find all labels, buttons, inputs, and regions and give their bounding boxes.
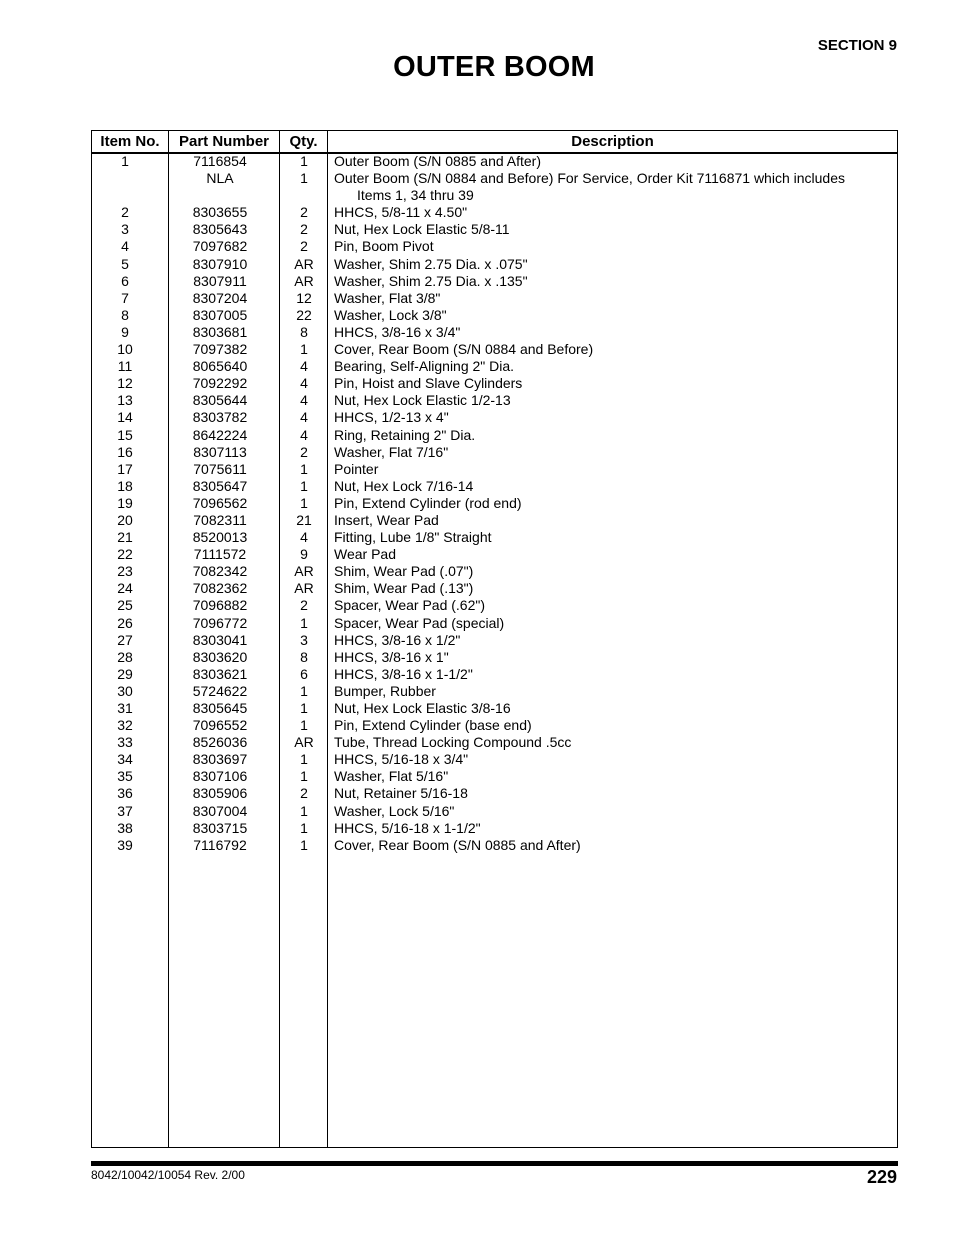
description-text: Nut, Hex Lock Elastic 3/8-16: [334, 700, 511, 716]
description: [327, 341, 894, 358]
part-number: 8303655: [192, 204, 248, 221]
table-row: [92, 734, 897, 751]
description: [327, 837, 894, 854]
description-text: Tube, Thread Locking Compound .5cc: [334, 734, 572, 751]
description-text: HHCS, 3/8-16 x 1-1/2": [334, 665, 473, 682]
item-number: 17: [117, 460, 133, 477]
page-title: OUTER BOOM: [393, 51, 595, 83]
item-number: 3: [121, 221, 129, 238]
item-number: 6: [121, 272, 129, 289]
part-number: 7116792: [193, 836, 247, 853]
table-row: [92, 649, 897, 666]
description-text: Washer, Lock 5/16": [334, 802, 455, 819]
table-row: [92, 461, 897, 478]
item-number: 22: [117, 546, 133, 563]
table-row: [92, 529, 897, 546]
part-number: 8303620: [192, 648, 248, 665]
quantity: 1: [300, 460, 308, 477]
item-number: [92, 170, 158, 204]
item-number: 9: [121, 323, 129, 340]
table-row: [92, 768, 897, 785]
part-number: 8307910: [192, 255, 248, 272]
table-row: [92, 307, 897, 324]
item-number: 26: [117, 614, 133, 631]
item-number: 18: [117, 477, 133, 494]
table-row: [92, 392, 897, 409]
item-number: 5: [121, 255, 129, 272]
table-row: [92, 820, 897, 837]
description: [327, 495, 894, 512]
quantity: AR: [294, 734, 314, 751]
quantity: 2: [300, 204, 308, 221]
part-number: 7082311: [193, 511, 247, 528]
description: [327, 290, 894, 307]
description: [327, 803, 894, 820]
item-number: 21: [117, 529, 133, 546]
quantity: AR: [294, 563, 314, 580]
description-text: Washer, Lock 3/8": [334, 306, 447, 323]
description-text: Washer, Shim 2.75 Dia. x .135": [334, 272, 528, 289]
description: [327, 375, 894, 392]
description: [327, 427, 894, 444]
item-number: 14: [117, 409, 133, 426]
description-text: Shim, Wear Pad (.07"): [334, 563, 474, 580]
item-number: 19: [117, 494, 133, 511]
quantity: 12: [296, 289, 312, 306]
item-number: 11: [117, 358, 133, 375]
description-text: Nut, Hex Lock Elastic 5/8-11: [334, 221, 510, 238]
quantity: 1: [300, 802, 308, 819]
description: [327, 324, 894, 341]
column-header-qty: Qty.: [289, 133, 318, 150]
description-text: HHCS, 3/8-16 x 1": [334, 648, 449, 665]
quantity: 2: [300, 597, 308, 614]
part-number: 7097382: [192, 341, 248, 358]
description: [327, 461, 894, 478]
description: [327, 734, 894, 751]
item-number: 20: [117, 511, 133, 528]
description: [327, 478, 894, 495]
table-row: [92, 785, 897, 802]
quantity: 2: [300, 443, 308, 460]
part-number: 8303697: [192, 751, 248, 768]
description-text: Insert, Wear Pad: [334, 511, 439, 528]
part-number: 8305906: [192, 785, 248, 802]
part-number: 8642224: [192, 426, 248, 443]
quantity: 4: [300, 375, 308, 392]
part-number: 8307204: [192, 289, 248, 306]
table-row: [92, 170, 897, 204]
quantity: 8: [300, 323, 308, 340]
quantity: 9: [300, 546, 308, 563]
part-number: 7096552: [192, 717, 248, 734]
description-text: Nut, Retainer 5/16-18: [334, 785, 468, 802]
description: [327, 632, 894, 649]
part-number: 7092292: [192, 375, 248, 392]
part-number: 8307004: [192, 802, 248, 819]
description: [327, 529, 894, 546]
quantity: 1: [300, 682, 308, 699]
table-row: [92, 615, 897, 632]
quantity: 1: [300, 768, 308, 785]
part-number: 7096882: [192, 597, 248, 614]
description-text: Wear Pad: [334, 546, 396, 563]
part-number: 5724622: [192, 682, 248, 699]
quantity: 22: [296, 306, 312, 323]
part-number: 8526036: [192, 734, 248, 751]
description-text: Cover, Rear Boom (S/N 0884 and Before): [334, 341, 594, 358]
description: [327, 768, 894, 785]
item-number: 24: [117, 580, 133, 597]
description-text: Cover, Rear Boom (S/N 0885 and After): [334, 836, 581, 853]
item-number: 34: [117, 751, 133, 768]
part-number: 8303621: [192, 665, 248, 682]
column-header-part-number: Part Number: [178, 133, 270, 150]
part-number: 8307911: [193, 272, 247, 289]
description: [327, 273, 894, 290]
quantity: 4: [300, 392, 308, 409]
description: [327, 820, 894, 837]
quantity: 2: [300, 221, 308, 238]
quantity: 1: [300, 341, 308, 358]
quantity: 1: [300, 170, 308, 187]
description-text: Nut, Hex Lock Elastic 1/2-13: [334, 392, 511, 409]
description: [327, 358, 894, 375]
description-text: Ring, Retaining 2" Dia.: [334, 426, 476, 443]
item-number: 25: [117, 597, 133, 614]
table-row: [92, 256, 897, 273]
part-number: 8303782: [192, 409, 248, 426]
quantity: 1: [300, 717, 308, 734]
description: [327, 717, 894, 734]
part-number: 8520013: [192, 529, 248, 546]
page-number: 229: [866, 1167, 897, 1187]
description: [327, 153, 894, 170]
description: [327, 615, 894, 632]
footer-rule: [91, 1161, 898, 1166]
quantity: 2: [300, 238, 308, 255]
item-number: 4: [121, 238, 129, 255]
item-number: 13: [117, 392, 133, 409]
description: [327, 392, 894, 409]
part-number: 8065640: [192, 358, 248, 375]
quantity: AR: [294, 255, 314, 272]
item-number: 33: [117, 734, 133, 751]
item-number: 36: [117, 785, 133, 802]
description-text: HHCS, 5/16-18 x 1-1/2": [334, 819, 481, 836]
quantity: 1: [300, 751, 308, 768]
table-row: [92, 204, 897, 221]
column-header-description: Description: [571, 133, 654, 150]
part-number: 8303715: [192, 819, 248, 836]
description-text: Spacer, Wear Pad (.62"): [334, 597, 486, 614]
table-row: [92, 717, 897, 734]
description-text: Outer Boom (S/N 0885 and After): [334, 153, 541, 169]
item-number: 32: [117, 717, 133, 734]
description: [327, 785, 894, 802]
part-number: 8307113: [193, 443, 247, 460]
document-code: 8042/10042/10054 Rev. 2/00: [91, 1168, 245, 1182]
quantity: 4: [300, 358, 308, 375]
description: [327, 238, 894, 255]
item-number: 39: [117, 836, 133, 853]
table-row: [92, 358, 897, 375]
section-label: SECTION 9: [817, 37, 897, 54]
description-text: Spacer, Wear Pad (special): [334, 614, 505, 631]
quantity: 21: [296, 511, 312, 528]
table-row: [92, 837, 897, 854]
description-text: Fitting, Lube 1/8" Straight: [334, 529, 492, 546]
part-number: 8305644: [192, 392, 248, 409]
item-number: 35: [117, 768, 133, 785]
quantity: 1: [300, 477, 308, 494]
table-row: [92, 751, 897, 768]
quantity: 3: [300, 631, 308, 648]
quantity: 1: [300, 494, 308, 511]
table-row: [92, 221, 897, 238]
description: [327, 597, 894, 614]
description: [327, 170, 894, 204]
table-row: [92, 444, 897, 461]
quantity: 1: [300, 153, 308, 169]
table-row: [92, 666, 897, 683]
description: [327, 580, 894, 597]
table-row: [92, 238, 897, 255]
item-number: 10: [117, 341, 133, 358]
description-text: Outer Boom (S/N 0884 and Before) For Service, Order Kit 7116871 which includes: [334, 170, 845, 187]
description: [327, 307, 894, 324]
description-text: Pin, Hoist and Slave Cylinders: [334, 375, 523, 392]
quantity: 4: [300, 426, 308, 443]
quantity: AR: [294, 580, 314, 597]
description-text: Washer, Shim 2.75 Dia. x .075": [334, 255, 528, 272]
description: [327, 444, 894, 461]
description: [327, 204, 894, 221]
description-text: Washer, Flat 7/16": [334, 443, 449, 460]
table-body: [92, 153, 897, 854]
part-number: 7082362: [192, 580, 248, 597]
part-number: 8303681: [192, 323, 248, 340]
table-row: [92, 546, 897, 563]
table-row: [92, 683, 897, 700]
table-row: [92, 700, 897, 717]
part-number: 8307106: [192, 768, 248, 785]
item-number: 16: [117, 443, 133, 460]
table-row: [92, 290, 897, 307]
table-row: [92, 563, 897, 580]
item-number: 30: [117, 682, 133, 699]
description: [327, 666, 894, 683]
description-text: Bearing, Self-Aligning 2" Dia.: [334, 358, 515, 375]
description-text: Shim, Wear Pad (.13"): [334, 580, 474, 597]
table-row: [92, 597, 897, 614]
table-row: [92, 273, 897, 290]
description: [327, 700, 894, 717]
table-row: [92, 478, 897, 495]
parts-table: [91, 130, 898, 1148]
description-text: HHCS, 3/8-16 x 1/2": [334, 631, 461, 648]
description: [327, 751, 894, 768]
description-text: Washer, Flat 5/16": [334, 768, 449, 785]
description: [327, 256, 894, 273]
part-number: 8305645: [192, 700, 248, 716]
description-text: Pointer: [334, 460, 379, 477]
table-row: [92, 324, 897, 341]
description-text: HHCS, 3/8-16 x 3/4": [334, 323, 461, 340]
description: [327, 409, 894, 426]
quantity: 6: [300, 665, 308, 682]
description: [327, 512, 894, 529]
table-row: [92, 409, 897, 426]
item-number: 15: [117, 426, 133, 443]
part-number: 7111572: [193, 546, 247, 563]
part-number: 8305647: [192, 477, 248, 494]
part-number: 7096772: [192, 614, 248, 631]
description-text: Pin, Boom Pivot: [334, 238, 434, 255]
table-row: [92, 341, 897, 358]
table-row: [92, 580, 897, 597]
description: [327, 683, 894, 700]
table-row: [92, 512, 897, 529]
table-row: [92, 427, 897, 444]
part-number: NLA: [206, 170, 234, 187]
quantity: AR: [294, 272, 314, 289]
item-number: 12: [117, 375, 133, 392]
table-row: [92, 153, 897, 170]
part-number: 8307005: [192, 306, 248, 323]
description: [327, 563, 894, 580]
description-text: Bumper, Rubber: [334, 682, 436, 699]
description: [327, 221, 894, 238]
quantity: 4: [300, 409, 308, 426]
description: [327, 649, 894, 666]
description-text: HHCS, 5/16-18 x 3/4": [334, 751, 469, 768]
description-text: Nut, Hex Lock 7/16-14: [334, 477, 474, 494]
item-number: 38: [117, 819, 133, 836]
part-number: 8305643: [192, 221, 248, 238]
table-row: [92, 803, 897, 820]
item-number: 37: [117, 802, 133, 819]
part-number: 8303041: [192, 631, 248, 648]
description: [327, 546, 894, 563]
table-row: [92, 375, 897, 392]
quantity: 1: [300, 836, 308, 853]
item-number: 27: [117, 631, 133, 648]
description-text: Pin, Extend Cylinder (base end): [334, 717, 532, 734]
part-number: 7116854: [193, 153, 247, 169]
item-number: 23: [117, 563, 133, 580]
quantity: 1: [300, 700, 308, 716]
quantity: 2: [300, 785, 308, 802]
column-header-item-no: Item No.: [100, 133, 160, 150]
item-number: 31: [117, 700, 133, 716]
description-continuation: Items 1, 34 thru 39: [357, 187, 474, 204]
item-number: 7: [121, 289, 129, 306]
part-number: 7096562: [192, 494, 248, 511]
table-row: [92, 632, 897, 649]
part-number: 7097682: [192, 238, 248, 255]
quantity: 8: [300, 648, 308, 665]
item-number: 1: [121, 153, 129, 169]
item-number: 2: [121, 204, 129, 221]
part-number: 7082342: [192, 563, 248, 580]
item-number: 28: [117, 648, 133, 665]
quantity: 1: [300, 614, 308, 631]
item-number: 29: [117, 665, 133, 682]
description-text: Pin, Extend Cylinder (rod end): [334, 494, 522, 511]
description-text: Washer, Flat 3/8": [334, 289, 441, 306]
description-text: HHCS, 1/2-13 x 4": [334, 409, 449, 426]
part-number: 7075611: [193, 460, 247, 477]
description-text: HHCS, 5/8-11 x 4.50": [334, 204, 468, 221]
quantity: 4: [300, 529, 308, 546]
item-number: 8: [121, 306, 129, 323]
table-row: [92, 495, 897, 512]
quantity: 1: [300, 819, 308, 836]
